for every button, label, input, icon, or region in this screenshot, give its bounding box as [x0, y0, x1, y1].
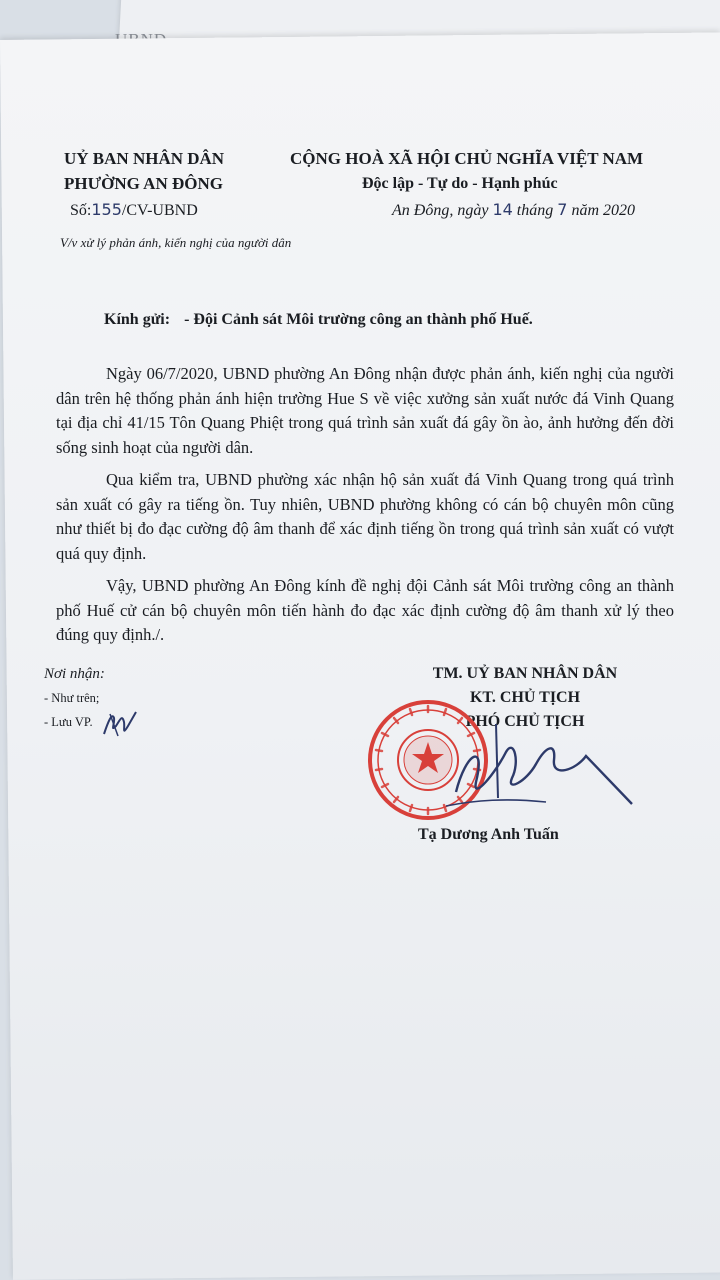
salutation	[104, 308, 533, 332]
body-paragraph-2: Qua kiểm tra, UBND phường xác nhận hộ sản xuất đá Vinh Quang trong quá trình sản xuất có gây ra tiếng ồn. Tuy nhiên, UBND phường không có cán bộ chuyên môn cũng như thiết bị đo đạc cường độ âm thanh để xác định tiếng ồn trong quá trình sản xuất có vượt quá quy định.	[56, 470, 674, 563]
date-month-label: tháng	[512, 202, 558, 219]
date-line	[392, 198, 635, 223]
date-year: năm 2020	[567, 202, 635, 219]
nation-title: CỘNG HOÀ XÃ HỘI CHỦ NGHĨA VIỆT NAM	[290, 149, 644, 168]
so-suffix: /CV-UBND	[121, 202, 198, 219]
recipient-item-1: - Như trên;	[44, 691, 100, 705]
date-place: An Đông, ngày	[392, 202, 493, 219]
initials-mark	[100, 708, 140, 740]
org-line-2: PHƯỜNG AN ĐÔNG	[64, 174, 223, 193]
salutation-label: Kính gửi:	[104, 311, 171, 328]
date-day-handwritten: 14	[492, 200, 513, 219]
body-paragraph-3: Vậy, UBND phường An Đông kính đề nghị đội Cảnh sát Môi trường công an thành phố Huế cử cán bộ chuyên môn tiến hành đo đạc xác định cường độ âm thanh xử lý theo đúng quy định./.	[56, 576, 674, 644]
signature-line-1: TM. UỶ BAN NHÂN DÂN	[432, 665, 618, 682]
org-line-1: UỶ BAN NHÂN DÂN	[64, 149, 225, 168]
issuing-authority	[64, 146, 224, 196]
date-month-handwritten: 7	[557, 200, 568, 219]
recipients-title: Nơi nhận:	[44, 666, 105, 682]
national-motto: Độc lập - Tự do - Hạnh phúc	[362, 175, 558, 192]
signature-line-3: PHÓ CHỦ TỊCH	[465, 713, 585, 730]
so-number-handwritten: 155	[91, 200, 122, 219]
handwritten-signature	[436, 712, 636, 822]
document-number	[70, 198, 198, 223]
salutation-recipient: - Đội Cảnh sát Môi trường công an thành phố Huế.	[184, 311, 533, 328]
recipients-block	[44, 662, 105, 734]
recipient-item-2: - Lưu VP.	[44, 715, 93, 729]
body-paragraph-1: Ngày 06/7/2020, UBND phường An Đông nhận được phản ánh, kiến nghị của người dân trên hệ thống phản ánh hiện trường Hue S về việc xưởng sản xuất nước đá Vinh Quang tại địa chỉ 41/15 Tôn Quang Phiệt trong quá trình sản xuất đá gây ồn ào, ảnh hưởng đến đời sống sinh hoạt của người dân.	[56, 364, 674, 457]
signature-line-2: KT. CHỦ TỊCH	[469, 689, 581, 706]
so-prefix: Số:	[70, 202, 92, 219]
signer-name: Tạ Dương Anh Tuấn	[418, 826, 559, 843]
subject-line: V/v xử lý phản ánh, kiến nghị của người dân	[60, 235, 292, 250]
letter-body	[56, 362, 674, 656]
